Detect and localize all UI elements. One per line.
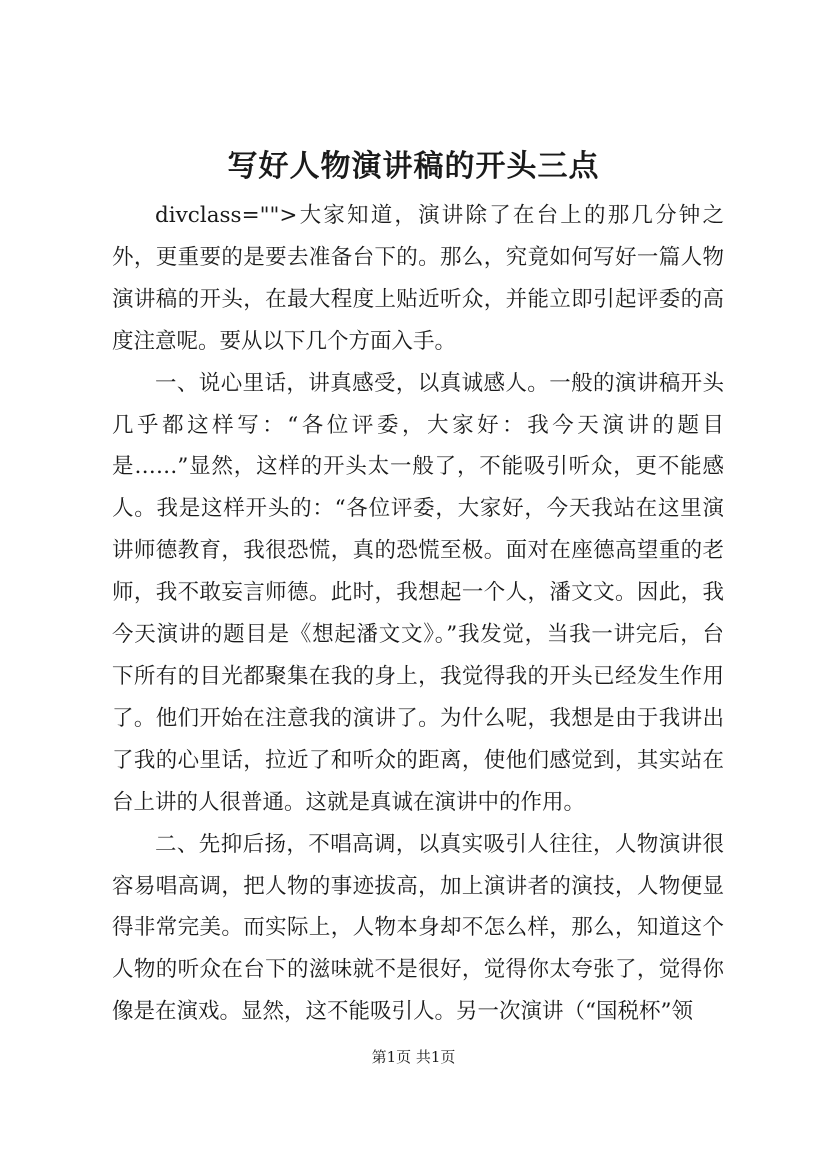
page-footer: 第1页 共1页 [371,1048,456,1066]
document-title: 写好人物演讲稿的开头三点 [227,149,600,184]
paragraph-intro: divclass="">大家知道，演讲除了在台上的那几分钟之外，更重要的是要去准备台下的。那么，究竟如何写好一篇人物演讲稿的开头，在最大程度上贴近听众，并能立即引起评委的高度注意呢。要从以下几个方面入手。 [112,203,724,354]
paragraph-point-two: 二、先抑后扬，不唱高调，以真实吸引人往往，人物演讲很容易唱高调，把人物的事迹拔高，加上演讲者的演技，人物便显得非常完美。而实际上，人物本身却不怎么样，那么，知道这个人物的听众在台下的滋味就不是很好，觉得你太夸张了，觉得你像是在演戏。显然，这不能吸引人。另一次演讲（“国税杯”领 [112,831,724,1025]
paragraph-point-one: 一、说心里话，讲真感受，以真诚感人。一般的演讲稿开头几乎都这样写：“各位评委，大家好：我今天演讲的题目是……”显然，这样的开头太一般了，不能吸引听众，更不能感人。我是这样开头的：“各位评委，大家好，今天我站在这里演讲师德教育，我很恐慌，真的恐慌至极。面对在座德高望重的老师，我不敢妄言师德。此时，我想起一个人，潘文文。因此，我今天演讲的题目是《想起潘文文》。”我发觉，当我一讲完后，台下所有的目光都聚集在我的身上，我觉得我的开头已经发生作用了。他们开始在注意我的演讲了。为什么呢，我想是由于我讲出了我的心里话，拉近了和听众的距离，使他们感觉到，其实站在台上讲的人很普通。这就是真诚在演讲中的作用。 [112,370,724,815]
document-body [112,195,724,1033]
